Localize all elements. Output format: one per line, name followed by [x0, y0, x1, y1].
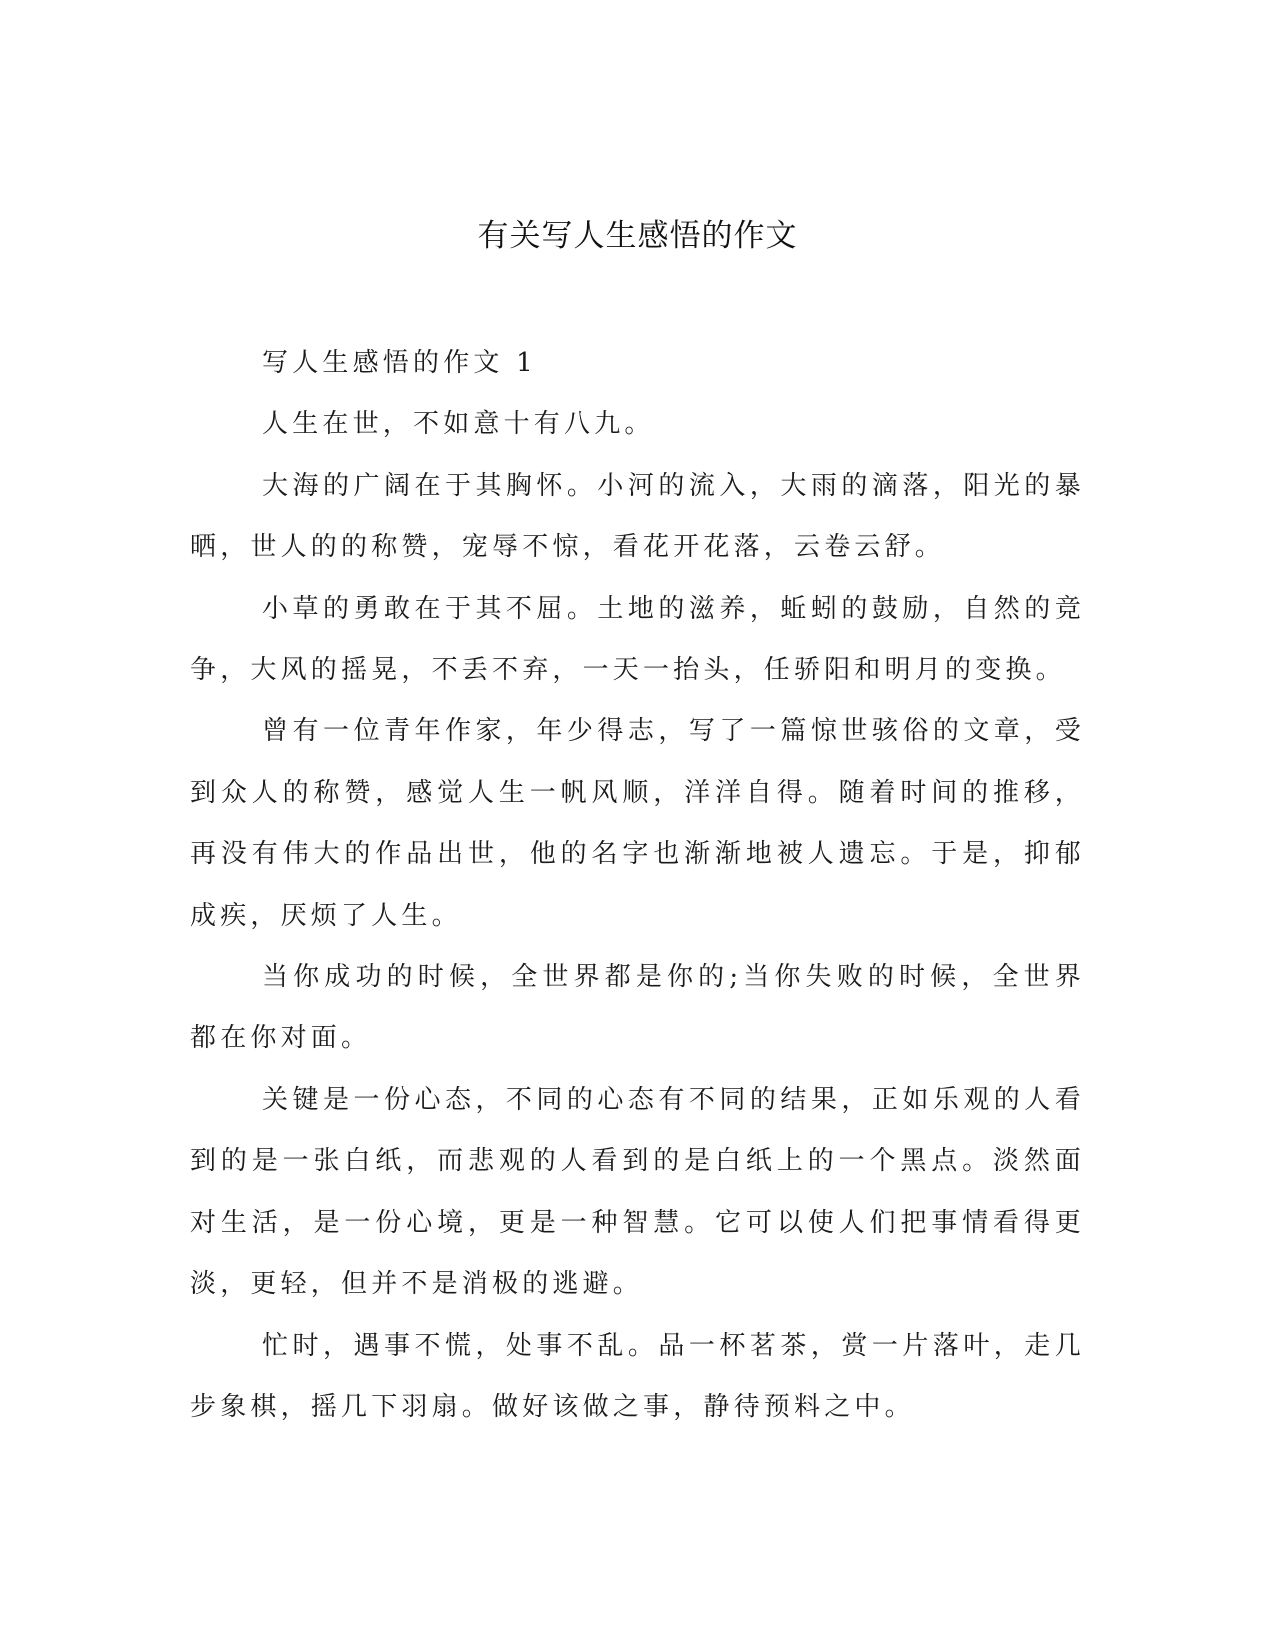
section-heading: 写人生感悟的作文 1 [262, 348, 537, 378]
paragraph: 人生在世，不如意十有八九。 [262, 409, 655, 440]
paragraph: 小草的勇敢在于其不屈。土地的滋养，蚯蚓的鼓励，自然的竞争，大风的摇晃，不丢不弃，一天一抬头，任骄阳和明月的变换。 [190, 593, 1085, 686]
paragraph: 当你成功的时候，全世界都是你的;当你失败的时候，全世界都在你对面。 [190, 962, 1085, 1054]
paragraph: 大海的广阔在于其胸怀。小河的流入，大雨的滴落，阳光的暴晒，世人的的称赞，宠辱不惊，看花开花落，云卷云舒。 [190, 470, 1085, 563]
paragraph: 忙时，遇事不慌，处事不乱。品一杯茗茶，赏一片落叶，走几步象棋，摇几下羽扇。做好该做之事，静待预料之中。 [190, 1330, 1085, 1422]
paragraph: 关键是一份心态，不同的心态有不同的结果，正如乐观的人看到的是一张白纸，而悲观的人看到的是白纸上的一个黑点。淡然面对生活，是一份心境，更是一种智慧。它可以使人们把事情看得更淡，更轻，但并不是消极的逃避。 [190, 1084, 1085, 1300]
document-title: 有关写人生感悟的作文 [477, 218, 798, 254]
paragraph: 曾有一位青年作家，年少得志，写了一篇惊世骇俗的文章，受到众人的称赞，感觉人生一帆风顺，洋洋自得。随着时间的推移，再没有伟大的作品出世，他的名字也渐渐地被人遗忘。于是，抑郁成疾，厌烦了人生。 [190, 716, 1085, 931]
document-body [190, 333, 1085, 1438]
